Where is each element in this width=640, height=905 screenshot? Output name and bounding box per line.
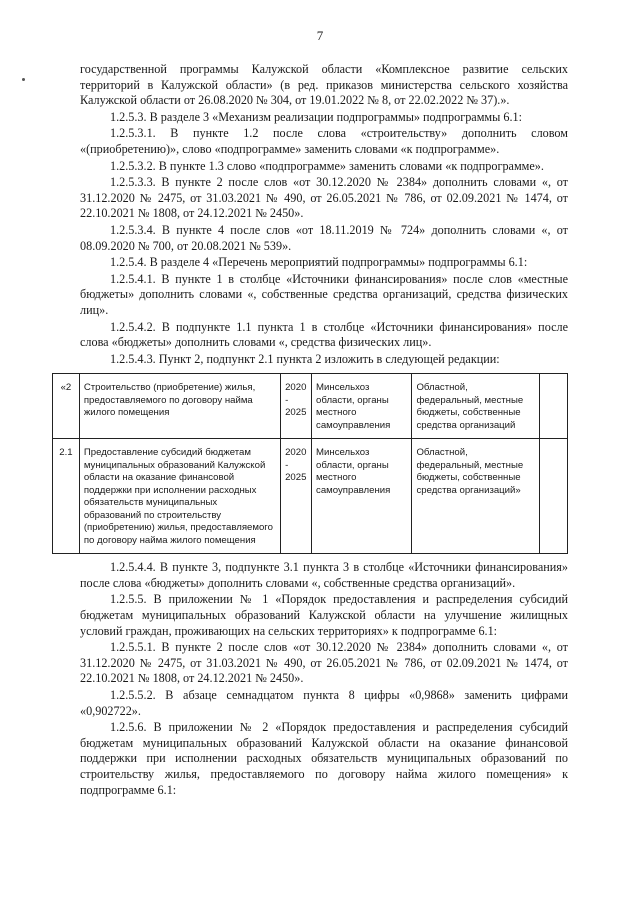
funding-sources: Областной, федеральный, местные бюджеты, собственные средства организаций [412,374,539,439]
paragraph-1-2-5-4-3: 1.2.5.4.3. Пункт 2, подпункт 2.1 пункта 2 изложить в следующей редакции: [110,351,500,366]
activity-years: 2020 - 2025 [281,439,312,554]
scan-mark [22,78,25,81]
funding-sources: Областной, федеральный, местные бюджеты, собственные средства организаций» [412,439,539,554]
paragraph-1-2-5-3-3: 1.2.5.3.3. В пункте 2 после слов «от 30.12.2020 № 2384» дополнить словами «, от 31.12.2020 № 2475, от 31.03.2021 № 490, от 26.05.2021 № 786, от 02.09.2021 № 1474, от 22.10.2021 № 1808, от 24.12.2021 № 2450». [80,175,568,221]
paragraph-1-2-5-5-2: 1.2.5.5.2. В абзаце семнадцатом пункта 8 цифры «0,9868» заменить цифрами «0,902722». [80,688,568,718]
paragraph-1-2-5-5: 1.2.5.5. В приложении № 1 «Порядок предоставления и распределения субсидий бюджетам муниципальных образований Калужской области на улучшение жилищных условий граждан, проживающих на сельских территориях» к подпрограмме 6.1: [80,592,568,638]
paragraph-1-2-5-4-1: 1.2.5.4.1. В пункте 1 в столбце «Источники финансирования» после слов «местные бюджеты» дополнить словами «, собственные средства организаций, средства физических лиц». [80,271,568,317]
table-row [53,439,568,554]
row-number: 2.1 [53,439,80,554]
table-row [53,374,568,439]
activity-name: Строительство (приобретение) жилья, предоставляемого по договору найма жилого помещения [79,374,280,439]
activities-table [52,373,568,554]
paragraph-1-2-5-5-1: 1.2.5.5.1. В пункте 2 после слов «от 30.12.2020 № 2384» дополнить словами «, от 31.12.2020 № 2475, от 31.03.2021 № 490, от 26.05.2021 № 786, от 02.09.2021 № 1474, от 22.10.2021 № 1808, от 24.12.2021 № 2450». [80,640,568,686]
paragraph-1-2-5-3-1: 1.2.5.3.1. В пункте 1.2 после слова «строительству» дополнить словом «(приобретению)», слово «подпрограмме» заменить словами «к подпрограмме». [80,126,568,156]
paragraph-1-2-5-3: 1.2.5.3. В разделе 3 «Механизм реализации подпрограммы» подпрограммы 6.1: [110,109,522,124]
paragraph-1-2-5-4: 1.2.5.4. В разделе 4 «Перечень мероприятий подпрограммы» подпрограммы 6.1: [110,255,528,270]
paragraph-1-2-5-6: 1.2.5.6. В приложении № 2 «Порядок предоставления и распределения субсидий бюджетам муниципальных образований Калужской области на оказание финансовой поддержки при исполнении расходных обязательств муниципальных образований по строительству жилья, предоставляемого по договору найма жилого помещения» к подпрограмме 6.1: [80,720,568,797]
empty-cell [539,439,567,554]
activity-executor: Минсельхоз области, органы местного самоуправления [312,439,412,554]
document-body [59,62,568,799]
row-number: «2 [53,374,80,439]
paragraph-continuation: государственной программы Калужской области «Комплексное развитие сельских территорий в Калужской области» (в ред. приказов министерства сельского хозяйства Калужской области от 26.08.2020 № 304, от 19.01.2022 № 8, от 22.02.2022 № 37).». [80,62,568,108]
paragraph-1-2-5-4-4: 1.2.5.4.4. В пункте 3, подпункте 3.1 пункта 3 в столбце «Источники финансирования» после слова «бюджеты» дополнить словами «, собственные средства организаций». [80,560,568,590]
activity-years: 2020 - 2025 [281,374,312,439]
empty-cell [539,374,567,439]
paragraph-1-2-5-4-2: 1.2.5.4.2. В подпункте 1.1 пункта 1 в столбце «Источники финансирования» после слова «бюджеты» дополнить словами «, средства физических лиц». [80,319,568,350]
paragraph-1-2-5-3-4: 1.2.5.3.4. В пункте 4 после слов «от 18.11.2019 № 724» дополнить словами «, от 08.09.2020 № 700, от 20.08.2021 № 539». [80,222,568,253]
page-number: 7 [316,28,324,43]
activity-executor: Минсельхоз области, органы местного самоуправления [312,374,412,439]
paragraph-1-2-5-3-2: 1.2.5.3.2. В пункте 1.3 слово «подпрограмме» заменить словами «к подпрограмме». [110,158,544,173]
activity-name: Предоставление субсидий бюджетам муниципальных образований Калужской области на оказание финансовой поддержки при исполнении расходных обязательств муниципальных образований по строительству (приобретению) жилья, предоставляемого по договору найма жилого помещения [79,439,280,554]
